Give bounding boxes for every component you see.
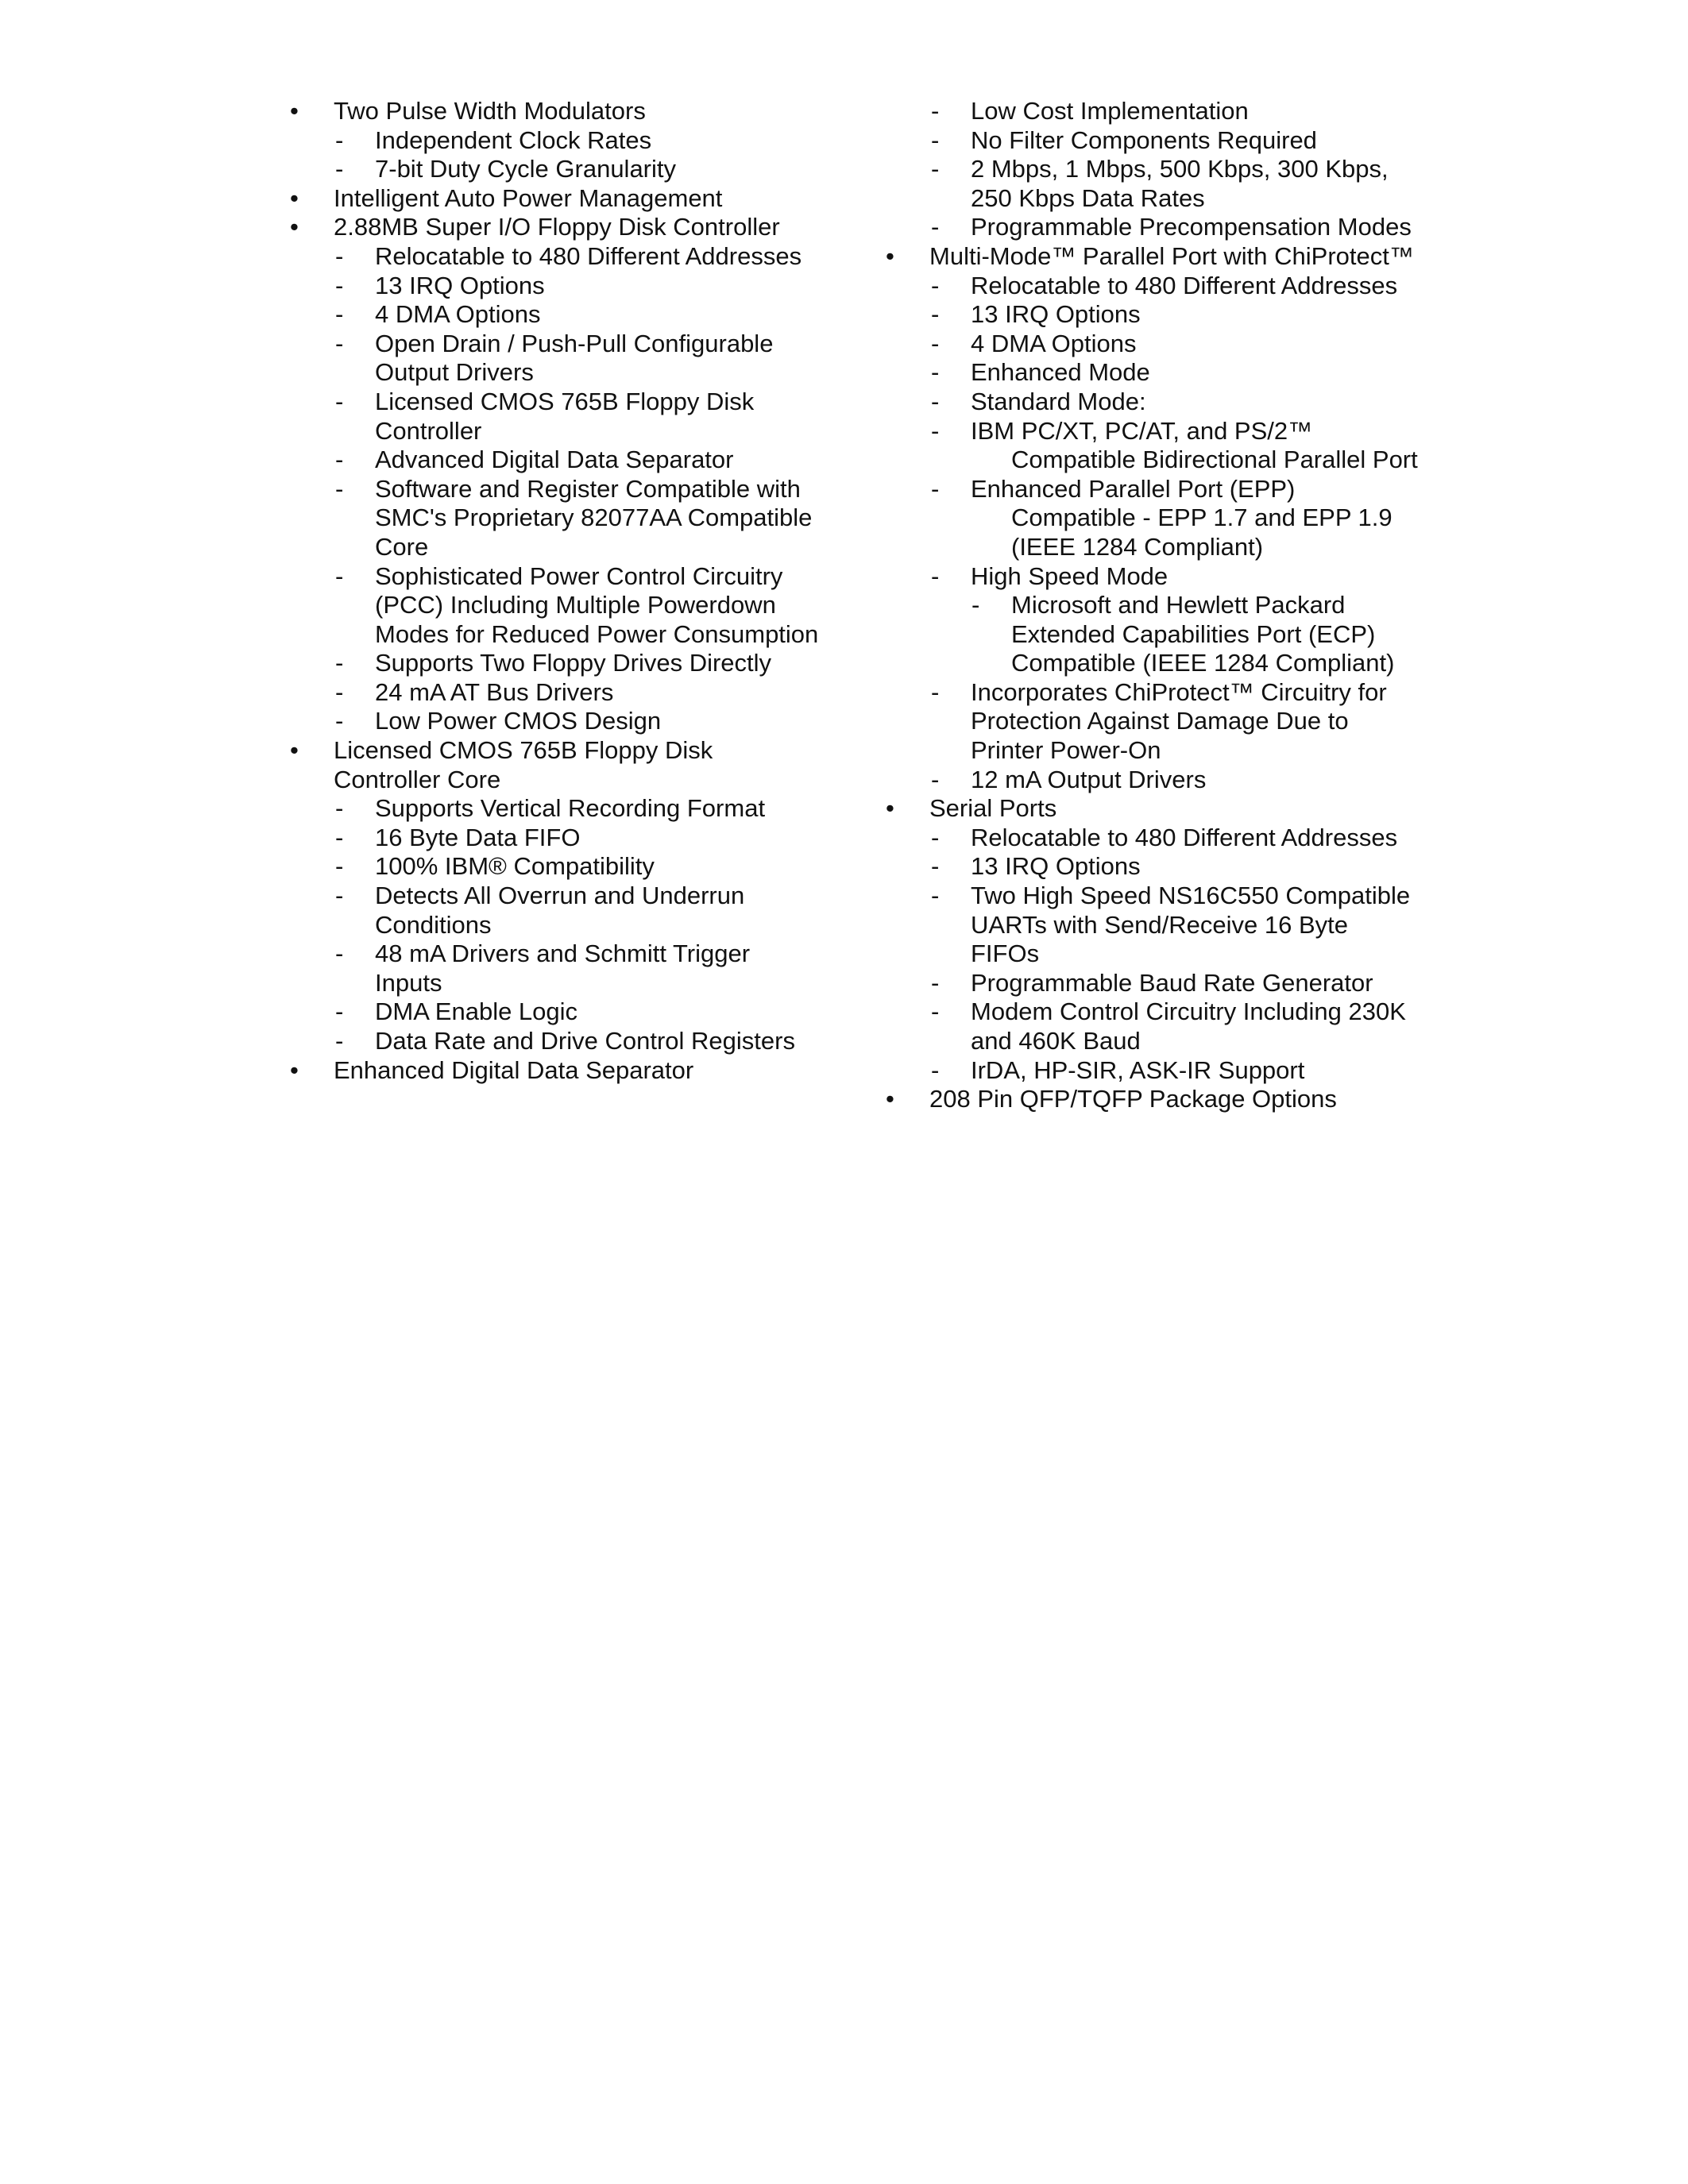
dash-marker: -: [335, 387, 344, 415]
bullet-marker: •: [290, 736, 299, 765]
dash-marker: -: [931, 823, 940, 851]
item-text-line: Supports Vertical Recording Format: [375, 794, 766, 823]
dash-marker: -: [335, 446, 344, 474]
item-text-line: Enhanced Digital Data Separator: [334, 1055, 694, 1084]
item-text-line: Intelligent Auto Power Management: [334, 183, 723, 212]
sub-item: [886, 824, 1458, 853]
dash-marker: -: [931, 765, 940, 793]
item-text-line: 12 mA Output Drivers: [971, 765, 1207, 793]
item-text-line: Inputs: [375, 968, 442, 997]
item-text-line: Licensed CMOS 765B Floppy Disk: [375, 387, 755, 415]
feature-list-right-column: [886, 97, 1458, 1114]
dash-marker: -: [335, 677, 344, 706]
sub-item: [290, 997, 862, 1027]
dash-marker: -: [931, 882, 940, 910]
item-text-line: Controller Core: [334, 765, 501, 793]
dash-marker: -: [971, 591, 980, 619]
dash-marker: -: [335, 125, 344, 154]
item-text-line: SMC's Proprietary 82077AA Compatible: [375, 504, 813, 532]
bullet-item: [886, 242, 1458, 272]
item-text-line: Supports Two Floppy Drives Directly: [375, 649, 772, 677]
dash-marker: -: [931, 97, 940, 125]
item-text-line: Data Rate and Drive Control Registers: [375, 1027, 795, 1055]
sub-item: [290, 678, 862, 708]
sub-item: [886, 97, 1458, 126]
item-text-line: 24 mA AT Bus Drivers: [375, 677, 614, 706]
bullet-marker: •: [290, 1055, 299, 1084]
item-text-line: 4 DMA Options: [375, 300, 541, 329]
item-text-line: 208 Pin QFP/TQFP Package Options: [929, 1085, 1337, 1113]
dash-marker: -: [931, 125, 940, 154]
item-text-line: Software and Register Compatible with: [375, 474, 801, 503]
item-text-line: Conditions: [375, 910, 492, 939]
dash-marker: -: [335, 561, 344, 590]
dash-marker: -: [335, 997, 344, 1026]
bullet-marker: •: [290, 213, 299, 241]
sub-item: [886, 562, 1458, 592]
bullet-marker: •: [886, 1085, 894, 1113]
item-text-line: Relocatable to 480 Different Addresses: [375, 241, 802, 270]
dash-marker: -: [931, 561, 940, 590]
dash-marker: -: [335, 940, 344, 968]
sub-item: [886, 882, 1458, 969]
item-text-line: DMA Enable Logic: [375, 997, 578, 1026]
dash-marker: -: [931, 474, 940, 503]
dash-marker: -: [931, 213, 940, 241]
item-text-line: (PCC) Including Multiple Powerdown: [375, 591, 776, 619]
dash-marker: -: [931, 271, 940, 299]
item-text-line: Compatible Bidirectional Parallel Port: [1011, 446, 1418, 474]
sub-item: [290, 155, 862, 184]
sub-item: [886, 358, 1458, 388]
sub-item: [886, 300, 1458, 330]
item-text-line: IBM PC/XT, PC/AT, and PS/2™: [971, 416, 1313, 445]
dash-marker: -: [931, 1055, 940, 1084]
sub-item: [886, 388, 1458, 417]
sub-item: [290, 940, 862, 997]
item-text-line: Independent Clock Rates: [375, 125, 652, 154]
item-text-line: Output Drivers: [375, 358, 534, 387]
item-text-line: 100% IBM® Compatibility: [375, 852, 655, 881]
item-text-line: (IEEE 1284 Compliant): [1011, 532, 1264, 561]
bullet-item: [886, 794, 1458, 824]
sub-item: [290, 242, 862, 272]
sub-item: [886, 213, 1458, 242]
item-text-line: Modem Control Circuitry Including 230K: [971, 997, 1406, 1026]
item-text-line: 16 Byte Data FIFO: [375, 823, 581, 851]
dash-marker: -: [335, 707, 344, 735]
item-text-line: Extended Capabilities Port (ECP): [1011, 619, 1376, 648]
sub-item: [290, 1027, 862, 1056]
sub-item: [886, 155, 1458, 213]
dash-marker: -: [335, 300, 344, 329]
sub-item: [886, 678, 1458, 766]
sub-item: [886, 330, 1458, 359]
dash-marker: -: [335, 852, 344, 881]
item-text-line: 48 mA Drivers and Schmitt Trigger: [375, 940, 751, 968]
bullet-marker: •: [290, 97, 299, 125]
sub-item: [886, 417, 1458, 475]
sub-item: [290, 707, 862, 736]
dash-marker: -: [335, 1027, 344, 1055]
item-text-line: 7-bit Duty Cycle Granularity: [375, 155, 677, 183]
item-text-line: Low Power CMOS Design: [375, 707, 662, 735]
dash-marker: -: [931, 677, 940, 706]
dash-marker: -: [931, 997, 940, 1026]
bullet-item: [290, 1056, 862, 1086]
sub-item: [290, 475, 862, 562]
bullet-item: [290, 213, 862, 242]
item-text-line: Relocatable to 480 Different Addresses: [971, 823, 1398, 851]
sub-item: [886, 969, 1458, 998]
item-text-line: and 460K Baud: [971, 1027, 1141, 1055]
sub-item: [886, 766, 1458, 795]
item-text-line: Low Cost Implementation: [971, 97, 1249, 125]
item-text-line: Compatible - EPP 1.7 and EPP 1.9: [1011, 504, 1393, 532]
sub-item: [886, 475, 1458, 562]
dash-marker: -: [931, 329, 940, 357]
item-text-line: Core: [375, 532, 429, 561]
dash-marker: -: [335, 649, 344, 677]
item-text-line: 13 IRQ Options: [971, 852, 1141, 881]
item-text-line: Two High Speed NS16C550 Compatible: [971, 882, 1411, 910]
sub-sub-item: [886, 591, 1458, 678]
dash-marker: -: [335, 155, 344, 183]
item-text-line: Sophisticated Power Control Circuitry: [375, 561, 783, 590]
bullet-item: [290, 736, 862, 794]
sub-item: [886, 1056, 1458, 1086]
sub-item: [886, 126, 1458, 156]
item-text-line: Incorporates ChiProtect™ Circuitry for: [971, 677, 1387, 706]
bullet-marker: •: [886, 241, 894, 270]
sub-item: [886, 852, 1458, 882]
item-text-line: Detects All Overrun and Underrun: [375, 882, 745, 910]
item-text-line: Advanced Digital Data Separator: [375, 446, 734, 474]
item-text-line: No Filter Components Required: [971, 125, 1317, 154]
item-text-line: UARTs with Send/Receive 16 Byte: [971, 910, 1348, 939]
item-text-line: 2.88MB Super I/O Floppy Disk Controller: [334, 213, 780, 241]
item-text-line: 13 IRQ Options: [375, 271, 545, 299]
item-text-line: FIFOs: [971, 940, 1040, 968]
sub-item: [290, 852, 862, 882]
sub-item: [290, 272, 862, 301]
item-text-line: Protection Against Damage Due to: [971, 707, 1349, 735]
sub-item: [290, 126, 862, 156]
item-text-line: 4 DMA Options: [971, 329, 1137, 357]
item-text-line: Standard Mode:: [971, 387, 1146, 415]
item-text-line: Printer Power-On: [971, 736, 1161, 765]
item-text-line: Serial Ports: [929, 794, 1057, 823]
item-text-line: IrDA, HP-SIR, ASK-IR Support: [971, 1055, 1305, 1084]
item-text-line: Controller: [375, 416, 482, 445]
dash-marker: -: [335, 329, 344, 357]
item-text-line: Relocatable to 480 Different Addresses: [971, 271, 1398, 299]
dash-marker: -: [335, 794, 344, 823]
sub-item: [290, 330, 862, 388]
sub-item: [290, 649, 862, 678]
bullet-item: [886, 1085, 1458, 1114]
item-text-line: 250 Kbps Data Rates: [971, 183, 1205, 212]
item-text-line: Enhanced Parallel Port (EPP): [971, 474, 1296, 503]
item-text-line: Programmable Baud Rate Generator: [971, 968, 1373, 997]
sub-item: [290, 562, 862, 650]
dash-marker: -: [335, 241, 344, 270]
bullet-marker: •: [290, 183, 299, 212]
bullet-item: [290, 97, 862, 126]
item-text-line: 13 IRQ Options: [971, 300, 1141, 329]
item-text-line: Programmable Precompensation Modes: [971, 213, 1412, 241]
dash-marker: -: [931, 155, 940, 183]
item-text-line: 2 Mbps, 1 Mbps, 500 Kbps, 300 Kbps,: [971, 155, 1389, 183]
item-text-line: Microsoft and Hewlett Packard: [1011, 591, 1346, 619]
sub-item: [886, 272, 1458, 301]
dash-marker: -: [931, 968, 940, 997]
dash-marker: -: [931, 300, 940, 329]
dash-marker: -: [335, 823, 344, 851]
item-text-line: Modes for Reduced Power Consumption: [375, 619, 819, 648]
sub-item: [886, 997, 1458, 1055]
item-text-line: High Speed Mode: [971, 561, 1168, 590]
item-text-line: Two Pulse Width Modulators: [334, 97, 646, 125]
bullet-marker: •: [886, 794, 894, 823]
dash-marker: -: [335, 271, 344, 299]
dash-marker: -: [931, 852, 940, 881]
dash-marker: -: [931, 387, 940, 415]
item-text-line: Compatible (IEEE 1284 Compliant): [1011, 649, 1395, 677]
sub-item: [290, 388, 862, 446]
item-text-line: Open Drain / Push-Pull Configurable: [375, 329, 774, 357]
bullet-item: [290, 184, 862, 214]
sub-item: [290, 446, 862, 475]
item-text-line: Multi-Mode™ Parallel Port with ChiProtect™: [929, 241, 1414, 270]
dash-marker: -: [931, 416, 940, 445]
sub-item: [290, 794, 862, 824]
sub-item: [290, 300, 862, 330]
dash-marker: -: [931, 358, 940, 387]
item-text-line: Enhanced Mode: [971, 358, 1150, 387]
item-text-line: Licensed CMOS 765B Floppy Disk: [334, 736, 713, 765]
dash-marker: -: [335, 474, 344, 503]
sub-item: [290, 882, 862, 940]
dash-marker: -: [335, 882, 344, 910]
sub-item: [290, 824, 862, 853]
feature-list-left-column: [290, 97, 862, 1085]
